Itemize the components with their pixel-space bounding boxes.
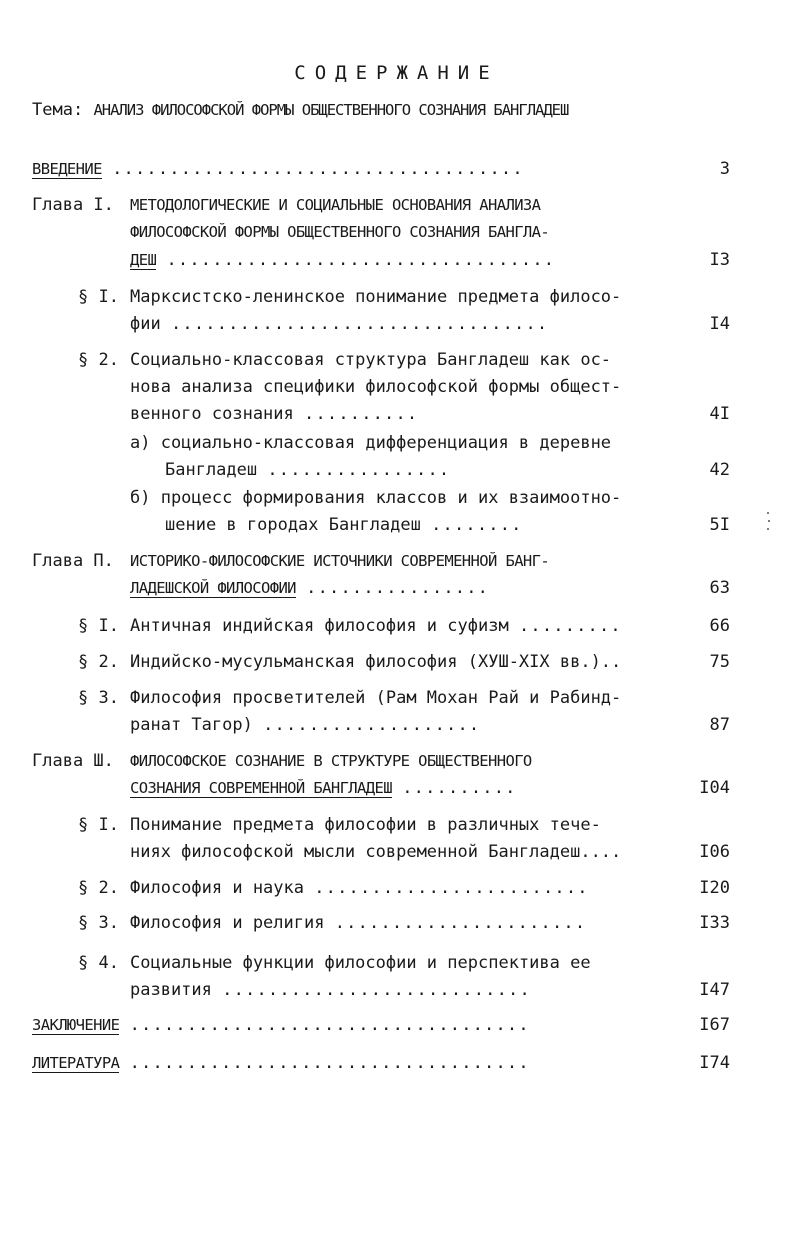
- section-label: § 2.: [78, 350, 119, 370]
- section-title: Индийско-мусульманская философия (ХУШ-XIX вв.)..: [130, 652, 622, 672]
- chapter-1-title-line1: МЕТОДОЛОГИЧЕСКИЕ И СОЦИАЛЬНЫЕ ОСНОВАНИЯ АНАЛИЗА: [130, 196, 541, 214]
- section-title-line1: Марксистско-ленинское понимание предмета филосо-: [130, 287, 622, 307]
- toc-dots: ........................: [314, 878, 589, 898]
- chapter-2-title-line2: ЛАДЕШСКОЙ ФИЛОСОФИИ ................: [130, 578, 490, 598]
- toc-page-number: I3: [709, 250, 730, 270]
- toc-page-number: I33: [699, 913, 730, 933]
- theme-label: Тема:: [32, 100, 84, 120]
- toc-entry-title: ЗАКЛЮЧЕНИЕ: [32, 1016, 120, 1034]
- toc-page-number: I04: [699, 778, 730, 798]
- section-title-line1: Социально-классовая структура Бангладеш как ос-: [130, 350, 612, 370]
- toc-dots: ........: [431, 515, 523, 535]
- toc-page-number: I06: [699, 842, 730, 862]
- toc-dots: ...........................: [222, 980, 531, 1000]
- section-label: § I.: [78, 616, 119, 636]
- section-label: § I.: [78, 287, 119, 307]
- toc-page-number: 5I: [709, 515, 730, 535]
- page-title: СОДЕРЖАНИЕ: [294, 62, 499, 84]
- chapter-1-title-line3: ДЕШ ..................................: [130, 250, 556, 270]
- theme-line: [32, 100, 568, 120]
- section-label: § 2.: [78, 652, 119, 672]
- toc-dots: ...................................: [129, 1053, 530, 1073]
- toc-entry-title: ВВЕДЕНИЕ: [32, 160, 102, 178]
- chapter-1-title-line2: ФИЛОСОФСКОЙ ФОРМЫ ОБЩЕСТВЕННОГО СОЗНАНИЯ БАНГЛА-: [130, 223, 550, 241]
- chapter-1-label: Глава I.: [32, 195, 114, 215]
- toc-page-number: I4: [709, 314, 730, 334]
- section-label: § I.: [78, 815, 119, 835]
- subsection-a-line1: а) социально-классовая дифференциация в деревне: [130, 433, 612, 453]
- toc-page-number: I67: [699, 1015, 730, 1035]
- section-title: Античная индийская философия и суфизм .........: [130, 616, 622, 636]
- toc-dots: ......................: [334, 913, 587, 933]
- chapter-2-label: Глава П.: [32, 551, 114, 571]
- subsection-b-line1: б) процесс формирования классов и их взаимоотно-: [130, 488, 622, 508]
- toc-page-number: 3: [719, 159, 730, 179]
- chapter-3-title-line2: СОЗНАНИЯ СОВРЕМЕННОЙ БАНГЛАДЕШ ..........: [130, 778, 517, 798]
- chapter-2-title-line1: ИСТОРИКО-ФИЛОСОФСКИЕ ИСТОЧНИКИ СОВРЕМЕННОЙ БАНГ-: [130, 552, 550, 570]
- toc-dots: ....................................: [112, 159, 524, 179]
- scan-speck: [768, 520, 770, 522]
- chapter-3-label: Глава Ш.: [32, 751, 114, 771]
- toc-dots: ..........: [402, 778, 517, 798]
- toc-dots: ................: [306, 578, 490, 598]
- section-label: § 4.: [78, 953, 119, 973]
- toc-entry-conclusion: [32, 1013, 530, 1037]
- section-label: § 3.: [78, 688, 119, 708]
- subsection-b-line2: шение в городах Бангладеш ........: [165, 515, 523, 535]
- toc-dots: ...................................: [129, 1015, 530, 1035]
- section-title-line1: Социальные функции философии и перспектива ее: [130, 953, 591, 973]
- toc-page-number: 63: [709, 578, 730, 598]
- section-title-line2: нова анализа специфики философской формы общест-: [130, 377, 622, 397]
- toc-page-number: I20: [699, 878, 730, 898]
- toc-page-number: 4I: [709, 404, 730, 424]
- section-title-line2: ниях философской мысли современной Бангладеш....: [130, 842, 622, 862]
- toc-dots: .................................: [170, 314, 549, 334]
- section-label: § 2.: [78, 878, 119, 898]
- toc-dots: .........: [518, 616, 622, 636]
- subsection-a-line2: Бангладеш ................: [165, 460, 451, 480]
- toc-page-number: 87: [709, 715, 730, 735]
- section-title-line2: развития ...........................: [130, 980, 531, 1000]
- toc-dots: ................: [267, 460, 451, 480]
- chapter-3-title-line1: ФИЛОСОФСКОЕ СОЗНАНИЕ В СТРУКТУРЕ ОБЩЕСТВЕННОГО: [130, 752, 532, 770]
- section-label: § 3.: [78, 913, 119, 933]
- toc-page-number: 42: [709, 460, 730, 480]
- toc-dots: ..........: [304, 404, 419, 424]
- toc-page-number: I47: [699, 980, 730, 1000]
- section-title-line3: венного сознания ..........: [130, 404, 419, 424]
- toc-entry-title: ЛИТЕРАТУРА: [32, 1054, 120, 1072]
- section-title-line2: фии .................................: [130, 314, 549, 334]
- scan-speck: [767, 512, 769, 514]
- toc-entry-intro: [32, 157, 524, 181]
- section-title-line2: ранат Тагор) ...................: [130, 715, 481, 735]
- theme-text: АНАЛИЗ ФИЛОСОФСКОЙ ФОРМЫ ОБЩЕСТВЕННОГО СОЗНАНИЯ БАНГЛАДЕШ: [93, 101, 569, 119]
- section-title: Философия и наука ........................: [130, 878, 589, 898]
- toc-dots: ...................: [263, 715, 481, 735]
- section-title-line1: Философия просветителей (Рам Мохан Рай и Рабинд-: [130, 688, 622, 708]
- section-title: Философия и религия ......................: [130, 913, 587, 933]
- section-title-line1: Понимание предмета философии в различных тече-: [130, 815, 601, 835]
- toc-page-number: 66: [709, 616, 730, 636]
- toc-entry-literature: [32, 1051, 530, 1075]
- toc-page-number: I74: [699, 1053, 730, 1073]
- scan-speck: [767, 528, 769, 530]
- toc-dots: ..................................: [166, 250, 556, 270]
- toc-page-number: 75: [709, 652, 730, 672]
